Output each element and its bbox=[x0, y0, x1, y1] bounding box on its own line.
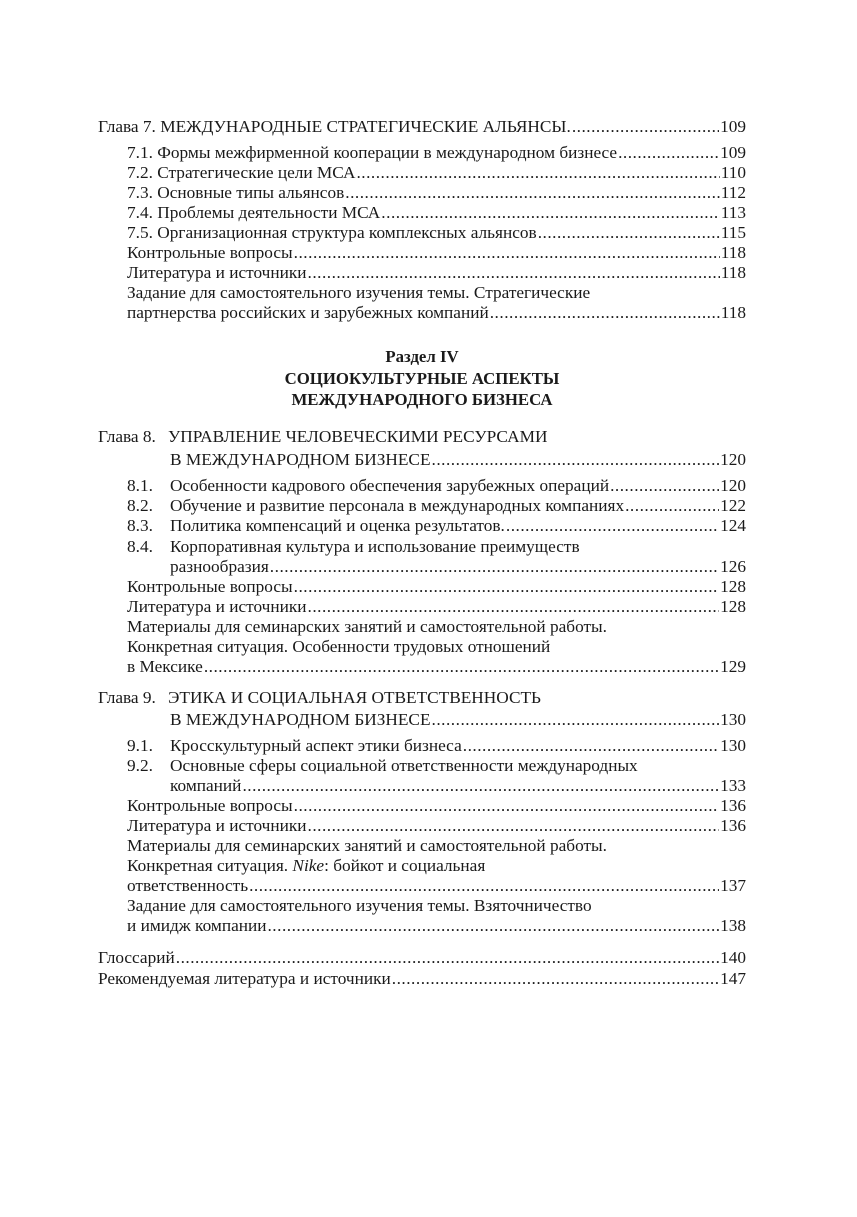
toc-entry bbox=[127, 162, 746, 184]
toc-entry-line bbox=[127, 536, 746, 558]
toc-entry bbox=[127, 515, 746, 537]
page-number: 120 bbox=[720, 450, 746, 469]
toc-chapter-8 bbox=[98, 426, 746, 448]
entry-title: в Мексике bbox=[127, 657, 203, 676]
dot-leader bbox=[267, 915, 719, 937]
dot-leader bbox=[270, 556, 719, 578]
page-number: 136 bbox=[720, 796, 746, 815]
page-number: 109 bbox=[720, 143, 746, 162]
entry-title: Литература и источники bbox=[127, 263, 307, 282]
toc-entry bbox=[170, 775, 746, 797]
dot-leader bbox=[356, 162, 719, 184]
entry-title: Корпоративная культура и использование преимуществ bbox=[170, 537, 580, 556]
chapter-prefix: Глава 9. bbox=[98, 688, 156, 707]
toc-entry bbox=[127, 142, 746, 164]
toc-entry bbox=[127, 202, 746, 224]
page-number: 118 bbox=[720, 263, 746, 282]
dot-leader bbox=[610, 475, 719, 497]
entry-title-post: : бойкот и социальная bbox=[324, 856, 486, 875]
toc-glossary bbox=[98, 947, 746, 969]
entry-number: 8.4. bbox=[127, 537, 153, 556]
dot-leader bbox=[294, 576, 719, 598]
toc-entry bbox=[127, 735, 746, 757]
chapter-title-line1: УПРАВЛЕНИЕ ЧЕЛОВЕЧЕСКИМИ РЕСУРСАМИ bbox=[168, 427, 548, 446]
page-number: 130 bbox=[720, 736, 746, 755]
entry-title: разнообразия bbox=[170, 557, 269, 576]
page-number: 120 bbox=[720, 476, 746, 495]
dot-leader bbox=[490, 302, 720, 324]
toc-chapter-9 bbox=[98, 687, 746, 709]
toc-entry-line bbox=[127, 835, 746, 857]
page-number: 140 bbox=[720, 948, 746, 967]
entry-title: Литература и источники bbox=[127, 597, 307, 616]
dot-leader bbox=[204, 656, 719, 678]
dot-leader bbox=[538, 222, 720, 244]
dot-leader bbox=[432, 709, 720, 731]
chapter-title-line1: ЭТИКА И СОЦИАЛЬНАЯ ОТВЕТСТВЕННОСТЬ bbox=[168, 688, 541, 707]
page-number: 118 bbox=[720, 303, 746, 322]
entry-title: партнерства российских и зарубежных компаний bbox=[127, 303, 489, 322]
entry-title: 7.5. Организационная структура комплексных альянсов bbox=[127, 223, 537, 242]
entry-title: Глоссарий bbox=[98, 948, 175, 967]
dot-leader bbox=[308, 262, 720, 284]
toc-chapter-9-cont bbox=[170, 709, 746, 731]
page-number: 128 bbox=[720, 597, 746, 616]
entry-title: Материалы для семинарских занятий и самостоятельной работы. bbox=[127, 617, 607, 636]
page-number: 110 bbox=[720, 163, 746, 182]
page-number: 122 bbox=[720, 496, 746, 515]
toc-entry bbox=[127, 576, 746, 598]
entry-title-pre: Конкретная ситуация. bbox=[127, 856, 293, 875]
dot-leader bbox=[345, 182, 719, 204]
page-number: 115 bbox=[720, 223, 746, 242]
entry-title: Литература и источники bbox=[127, 816, 307, 835]
dot-leader bbox=[432, 449, 720, 471]
entry-title: 7.2. Стратегические цели МСА bbox=[127, 163, 356, 182]
toc-entry bbox=[127, 656, 746, 678]
dot-leader bbox=[381, 202, 719, 224]
chapter-title-line2: В МЕЖДУНАРОДНОМ БИЗНЕСЕ bbox=[170, 450, 431, 469]
page-number: 118 bbox=[720, 243, 746, 262]
entry-number: 8.3. bbox=[127, 516, 153, 535]
dot-leader bbox=[308, 815, 720, 837]
toc-entry bbox=[127, 302, 746, 324]
dot-leader bbox=[506, 515, 719, 537]
page-number: 124 bbox=[720, 516, 746, 535]
toc-entry bbox=[127, 262, 746, 284]
entry-title: 7.3. Основные типы альянсов bbox=[127, 183, 345, 202]
page-number: 113 bbox=[720, 203, 746, 222]
entry-title: Контрольные вопросы bbox=[127, 577, 293, 596]
dot-leader bbox=[176, 947, 719, 969]
entry-title: компаний bbox=[170, 776, 242, 795]
page-number: 129 bbox=[720, 657, 746, 676]
dot-leader bbox=[294, 242, 720, 264]
page-number: 133 bbox=[720, 776, 746, 795]
toc-references bbox=[98, 968, 746, 990]
entry-title: Политика компенсаций и оценка результатов. bbox=[170, 516, 505, 535]
toc-entry bbox=[127, 915, 746, 937]
dot-leader bbox=[572, 116, 719, 138]
toc-entry bbox=[127, 475, 746, 497]
entry-title: ответственность bbox=[127, 876, 249, 895]
page-number: 136 bbox=[720, 816, 746, 835]
chapter-title-line2: В МЕЖДУНАРОДНОМ БИЗНЕСЕ bbox=[170, 710, 431, 729]
entry-title: Задание для самостоятельного изучения темы. Стратегические bbox=[127, 283, 591, 302]
page-number: 138 bbox=[720, 916, 746, 935]
page-number: 109 bbox=[720, 117, 746, 136]
page-number: 128 bbox=[720, 577, 746, 596]
toc-entry bbox=[127, 815, 746, 837]
entry-title: Задание для самостоятельного изучения темы. Взяточничество bbox=[127, 896, 592, 915]
dot-leader bbox=[392, 968, 719, 990]
toc-entry bbox=[127, 875, 746, 897]
entry-title: Конкретная ситуация. Особенности трудовых отношений bbox=[127, 637, 551, 656]
toc-entry-line bbox=[127, 755, 746, 777]
toc-entry bbox=[170, 556, 746, 578]
chapter-prefix: Глава 7. bbox=[98, 117, 156, 136]
toc-entry-line bbox=[127, 895, 746, 917]
entry-title: Контрольные вопросы bbox=[127, 796, 293, 815]
entry-number: 9.2. bbox=[127, 756, 153, 775]
entry-title-italic: Nike bbox=[292, 856, 325, 875]
page-number: 137 bbox=[720, 876, 746, 895]
section-label: Раздел IV bbox=[385, 347, 459, 366]
dot-leader bbox=[249, 875, 719, 897]
toc-entry-line bbox=[127, 636, 746, 658]
entry-title: Обучение и развитие персонала в международных компаниях bbox=[170, 496, 625, 515]
toc-entry bbox=[127, 182, 746, 204]
entry-number: 8.1. bbox=[127, 476, 153, 495]
entry-title: 7.1. Формы межфирменной кооперации в международном бизнесе bbox=[127, 143, 618, 162]
entry-title: Кросскультурный аспект этики бизнеса bbox=[170, 736, 462, 755]
toc-chapter-7 bbox=[98, 116, 746, 138]
toc-entry bbox=[127, 795, 746, 817]
toc-entry bbox=[127, 495, 746, 517]
dot-leader bbox=[625, 495, 719, 517]
toc-entry bbox=[127, 596, 746, 618]
entry-title: и имидж компании bbox=[127, 916, 267, 935]
entry-title: Основные сферы социальной ответственности международных bbox=[170, 756, 638, 775]
toc-entry bbox=[127, 222, 746, 244]
entry-number: 9.1. bbox=[127, 736, 153, 755]
toc-chapter-8-cont bbox=[170, 449, 746, 471]
page-number: 147 bbox=[720, 969, 746, 988]
entry-title: Особенности кадрового обеспечения зарубежных операций bbox=[170, 476, 610, 495]
dot-leader bbox=[463, 735, 719, 757]
toc-entry bbox=[127, 242, 746, 264]
toc-entry-line bbox=[127, 616, 746, 638]
entry-number: 8.2. bbox=[127, 496, 153, 515]
dot-leader bbox=[308, 596, 720, 618]
dot-leader bbox=[618, 142, 719, 164]
page-number: 112 bbox=[720, 183, 746, 202]
entry-title: Рекомендуемая литература и источники bbox=[98, 969, 391, 988]
entry-title: Контрольные вопросы bbox=[127, 243, 293, 262]
dot-leader bbox=[242, 775, 719, 797]
page-number: 130 bbox=[720, 710, 746, 729]
section-title-line2: МЕЖДУНАРОДНОГО БИЗНЕСА bbox=[291, 390, 553, 409]
dot-leader bbox=[294, 795, 719, 817]
toc-entry-line bbox=[127, 282, 746, 304]
page-number: 126 bbox=[720, 557, 746, 576]
section-title-line1: СОЦИОКУЛЬТУРНЫЕ АСПЕКТЫ bbox=[284, 369, 560, 388]
entry-title: 7.4. Проблемы деятельности МСА bbox=[127, 203, 381, 222]
chapter-prefix: Глава 8. bbox=[98, 427, 156, 446]
entry-title: Материалы для семинарских занятий и самостоятельной работы. bbox=[127, 836, 607, 855]
chapter-title: МЕЖДУНАРОДНЫЕ СТРАТЕГИЧЕСКИЕ АЛЬЯНСЫ. bbox=[160, 117, 571, 136]
toc-entry-line bbox=[127, 855, 746, 877]
